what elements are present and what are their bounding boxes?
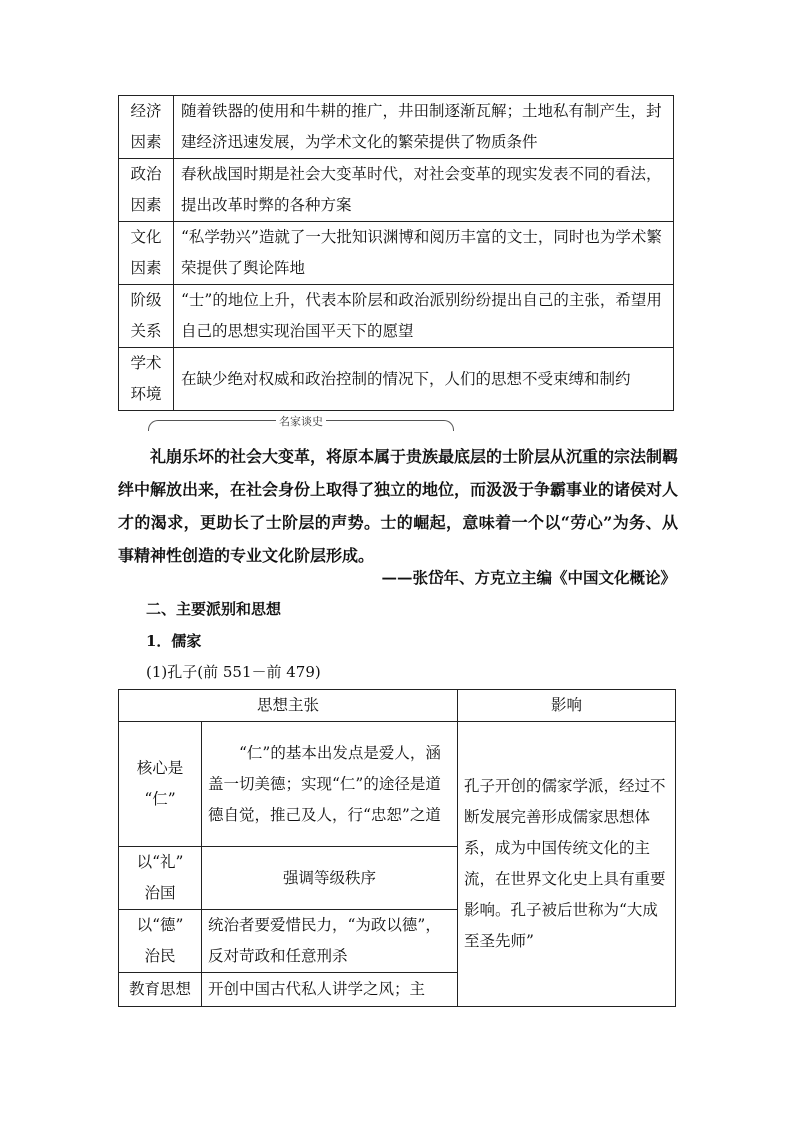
historian-quote: 礼崩乐坏的社会大变革，将原本属于贵族最底层的士阶层从沉重的宗法制羁绊中解放出来，在社会身份上取得了独立的地位，而汲汲于争霸事业的诸侯对人才的渴求，更助长了士阶层的声势。士的崛起，意味着一个以“劳心”为务、从事精神性创造的专业文化阶层形成。 <box>118 447 679 565</box>
row-label: 学术 环境 <box>119 348 174 411</box>
table-header-row <box>119 690 676 722</box>
table-row <box>119 159 674 222</box>
table-row <box>119 722 676 847</box>
row-text: 随着铁器的使用和牛耕的推广，井田制逐渐瓦解；土地私有制产生，封建经济迅速发展，为学术文化的繁荣提供了物质条件 <box>174 96 674 159</box>
historian-banner <box>148 413 454 431</box>
row-text: “私学勃兴”造就了一大批知识渊博和阅历丰富的文士，同时也为学术繁荣提供了舆论阵地 <box>174 222 674 285</box>
row-label: 阶级 关系 <box>119 285 174 348</box>
subsection-heading: 1．儒家 <box>146 632 202 650</box>
row-label: 教育思想 <box>119 973 202 1007</box>
row-label: 以“礼” 治国 <box>119 847 202 910</box>
row-text: 统治者要爱惜民力，“为政以德”，反对苛政和任意刑杀 <box>202 910 458 973</box>
row-text: 在缺少绝对权威和政治控制的情况下，人们的思想不受束缚和制约 <box>174 348 674 411</box>
row-text: 开创中国古代私人讲学之风；主 <box>202 973 458 1007</box>
section-heading: 二、主要派别和思想 <box>146 600 282 618</box>
confucius-table <box>118 689 676 1007</box>
header-thought: 思想主张 <box>119 690 458 722</box>
row-text: 春秋战国时期是社会大变革时代，对社会变革的现实发表不同的看法，提出改革时弊的各种方案 <box>174 159 674 222</box>
banner-label: 名家谈史 <box>276 415 326 428</box>
causes-table <box>118 95 674 411</box>
table-row <box>119 96 674 159</box>
row-label: 核心是 “仁” <box>119 722 202 847</box>
influence-cell: 孔子开创的儒家学派，经过不断发展完善形成儒家思想体系，成为中国传统文化的主流，在世界文化史上具有重要影响。孔子被后世称为“大成至圣先师” <box>458 722 676 1007</box>
row-text: “士”的地位上升，代表本阶层和政治派别纷纷提出自己的主张，希望用自己的思想实现治国平天下的愿望 <box>174 285 674 348</box>
quote-source: ——张岱年、方克立主编《中国文化概论》 <box>381 568 676 587</box>
row-label: 经济 因素 <box>119 96 174 159</box>
table-row <box>119 348 674 411</box>
row-label: 以“德” 治民 <box>119 910 202 973</box>
subsubsection-heading: (1)孔子(前 551－前 479) <box>146 663 321 681</box>
table-row <box>119 285 674 348</box>
row-label: 政治 因素 <box>119 159 174 222</box>
table-row <box>119 222 674 285</box>
header-influence: 影响 <box>458 690 676 722</box>
row-text: “仁”的基本出发点是爱人，涵盖一切美德；实现“仁”的途径是道德自觉，推己及人，行“忠恕”之道 <box>202 722 458 847</box>
row-text: 强调等级秩序 <box>202 847 458 910</box>
row-label: 文化 因素 <box>119 222 174 285</box>
